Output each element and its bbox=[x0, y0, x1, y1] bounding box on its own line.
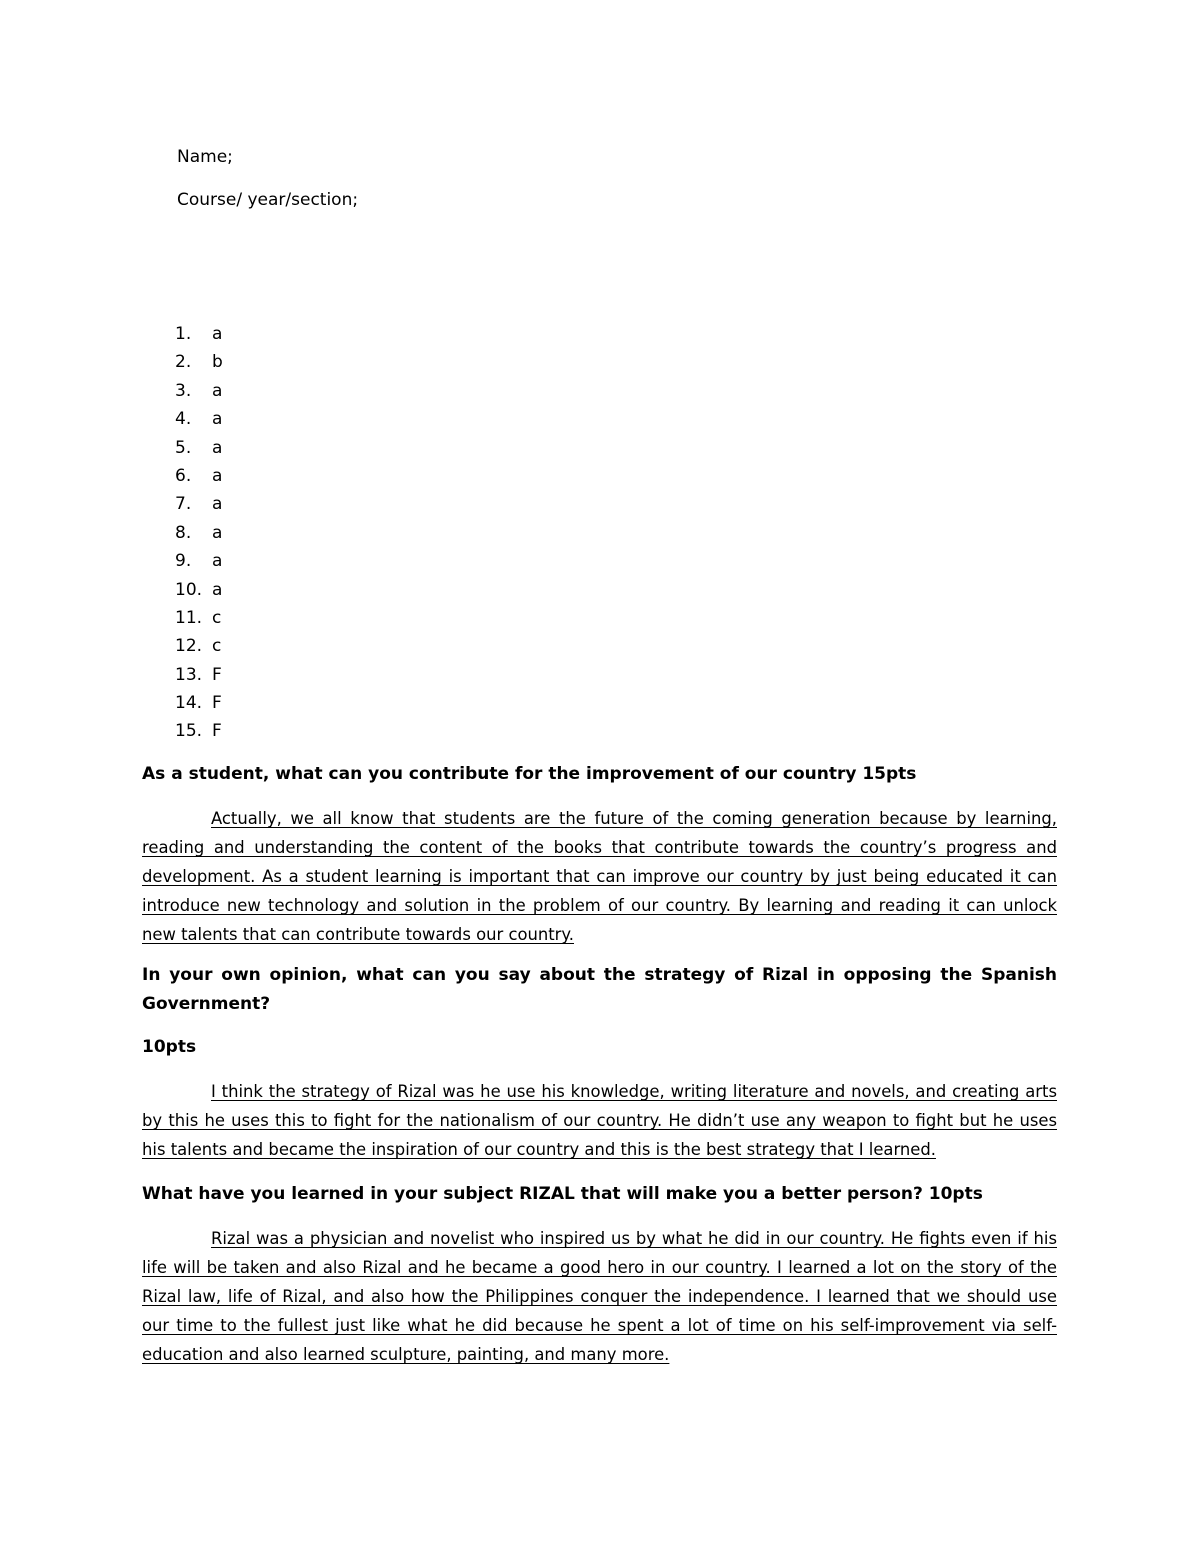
list-item bbox=[175, 632, 375, 660]
course-year-section-label: Course/ year/section; bbox=[177, 190, 359, 210]
list-item bbox=[175, 689, 375, 717]
list-item bbox=[175, 576, 375, 604]
question-1-answer: Actually, we all know that students are the future of the coming generation because by learning, reading and understanding the content of the books that contribute towards the country’s progress and development. As a student learning is important that can improve our country by just being educated it can introduce new technology and solution in the problem of our country. By learning and reading it can unlock new talents that can contribute towards our country. bbox=[142, 809, 1057, 944]
list-item bbox=[175, 320, 375, 348]
list-item bbox=[175, 661, 375, 689]
item-number: 9. bbox=[175, 551, 192, 572]
question-3-heading: What have you learned in your subject RIZAL that will make you a better person? 10pts bbox=[142, 1184, 983, 1204]
list-item bbox=[175, 519, 375, 547]
item-answer: F bbox=[212, 721, 222, 742]
item-answer: a bbox=[212, 494, 223, 515]
list-item bbox=[175, 405, 375, 433]
question-2-section bbox=[142, 961, 1057, 1164]
item-number: 14. bbox=[175, 693, 203, 714]
name-label: Name; bbox=[177, 147, 233, 167]
question-1-heading: As a student, what can you contribute for the improvement of our country 15pts bbox=[142, 764, 917, 784]
list-item bbox=[175, 604, 375, 632]
item-answer: F bbox=[212, 664, 222, 685]
item-answer: a bbox=[212, 324, 223, 344]
answer-key-list bbox=[175, 320, 375, 746]
item-number: 3. bbox=[175, 380, 192, 401]
list-item bbox=[175, 434, 375, 462]
item-answer: a bbox=[212, 579, 223, 600]
item-number: 1. bbox=[175, 324, 192, 344]
item-number: 11. bbox=[175, 607, 203, 628]
item-answer: a bbox=[212, 409, 223, 430]
item-number: 15. bbox=[175, 721, 203, 742]
list-item bbox=[175, 547, 375, 575]
question-3-section bbox=[142, 1180, 1057, 1369]
item-number: 7. bbox=[175, 494, 192, 515]
item-answer: a bbox=[212, 551, 223, 572]
question-1-section bbox=[142, 760, 1057, 949]
list-item bbox=[175, 717, 375, 745]
list-item bbox=[175, 377, 375, 405]
item-number: 5. bbox=[175, 437, 192, 458]
question-2-points: 10pts bbox=[142, 1037, 197, 1057]
item-number: 4. bbox=[175, 409, 192, 430]
item-number: 13. bbox=[175, 664, 203, 685]
item-answer: a bbox=[212, 380, 223, 401]
item-number: 2. bbox=[175, 352, 192, 373]
question-2-heading: In your own opinion, what can you say about the strategy of Rizal in opposing the Spanish Government? bbox=[142, 965, 1057, 1014]
list-item bbox=[175, 490, 375, 518]
item-answer: c bbox=[212, 607, 222, 628]
item-answer: a bbox=[212, 437, 223, 458]
list-item bbox=[175, 348, 375, 376]
item-answer: c bbox=[212, 636, 222, 657]
item-number: 12. bbox=[175, 636, 203, 657]
item-number: 10. bbox=[175, 579, 203, 600]
list-item bbox=[175, 462, 375, 490]
item-answer: F bbox=[212, 693, 222, 714]
item-answer: a bbox=[212, 522, 223, 543]
question-3-answer: Rizal was a physician and novelist who inspired us by what he did in our country. He fights even if his life will be taken and also Rizal and he became a good hero in our country. I learned a lot on the story of the Rizal law, life of Rizal, and also how the Philippines conquer the independence. I learned that we should use our time to the fullest just like what he did because he spent a lot of time on his self-improvement via self-education and also learned sculpture, painting, and many more. bbox=[142, 1229, 1057, 1364]
item-number: 6. bbox=[175, 465, 192, 486]
question-2-answer: I think the strategy of Rizal was he use his knowledge, writing literature and novels, and creating arts by this he uses this to fight for the nationalism of our country. He didn’t use any weapon to fight but he uses his talents and became the inspiration of our country and this is the best strategy that I learned. bbox=[142, 1082, 1057, 1159]
item-answer: a bbox=[212, 465, 223, 486]
item-answer: b bbox=[212, 352, 223, 373]
item-number: 8. bbox=[175, 522, 192, 543]
